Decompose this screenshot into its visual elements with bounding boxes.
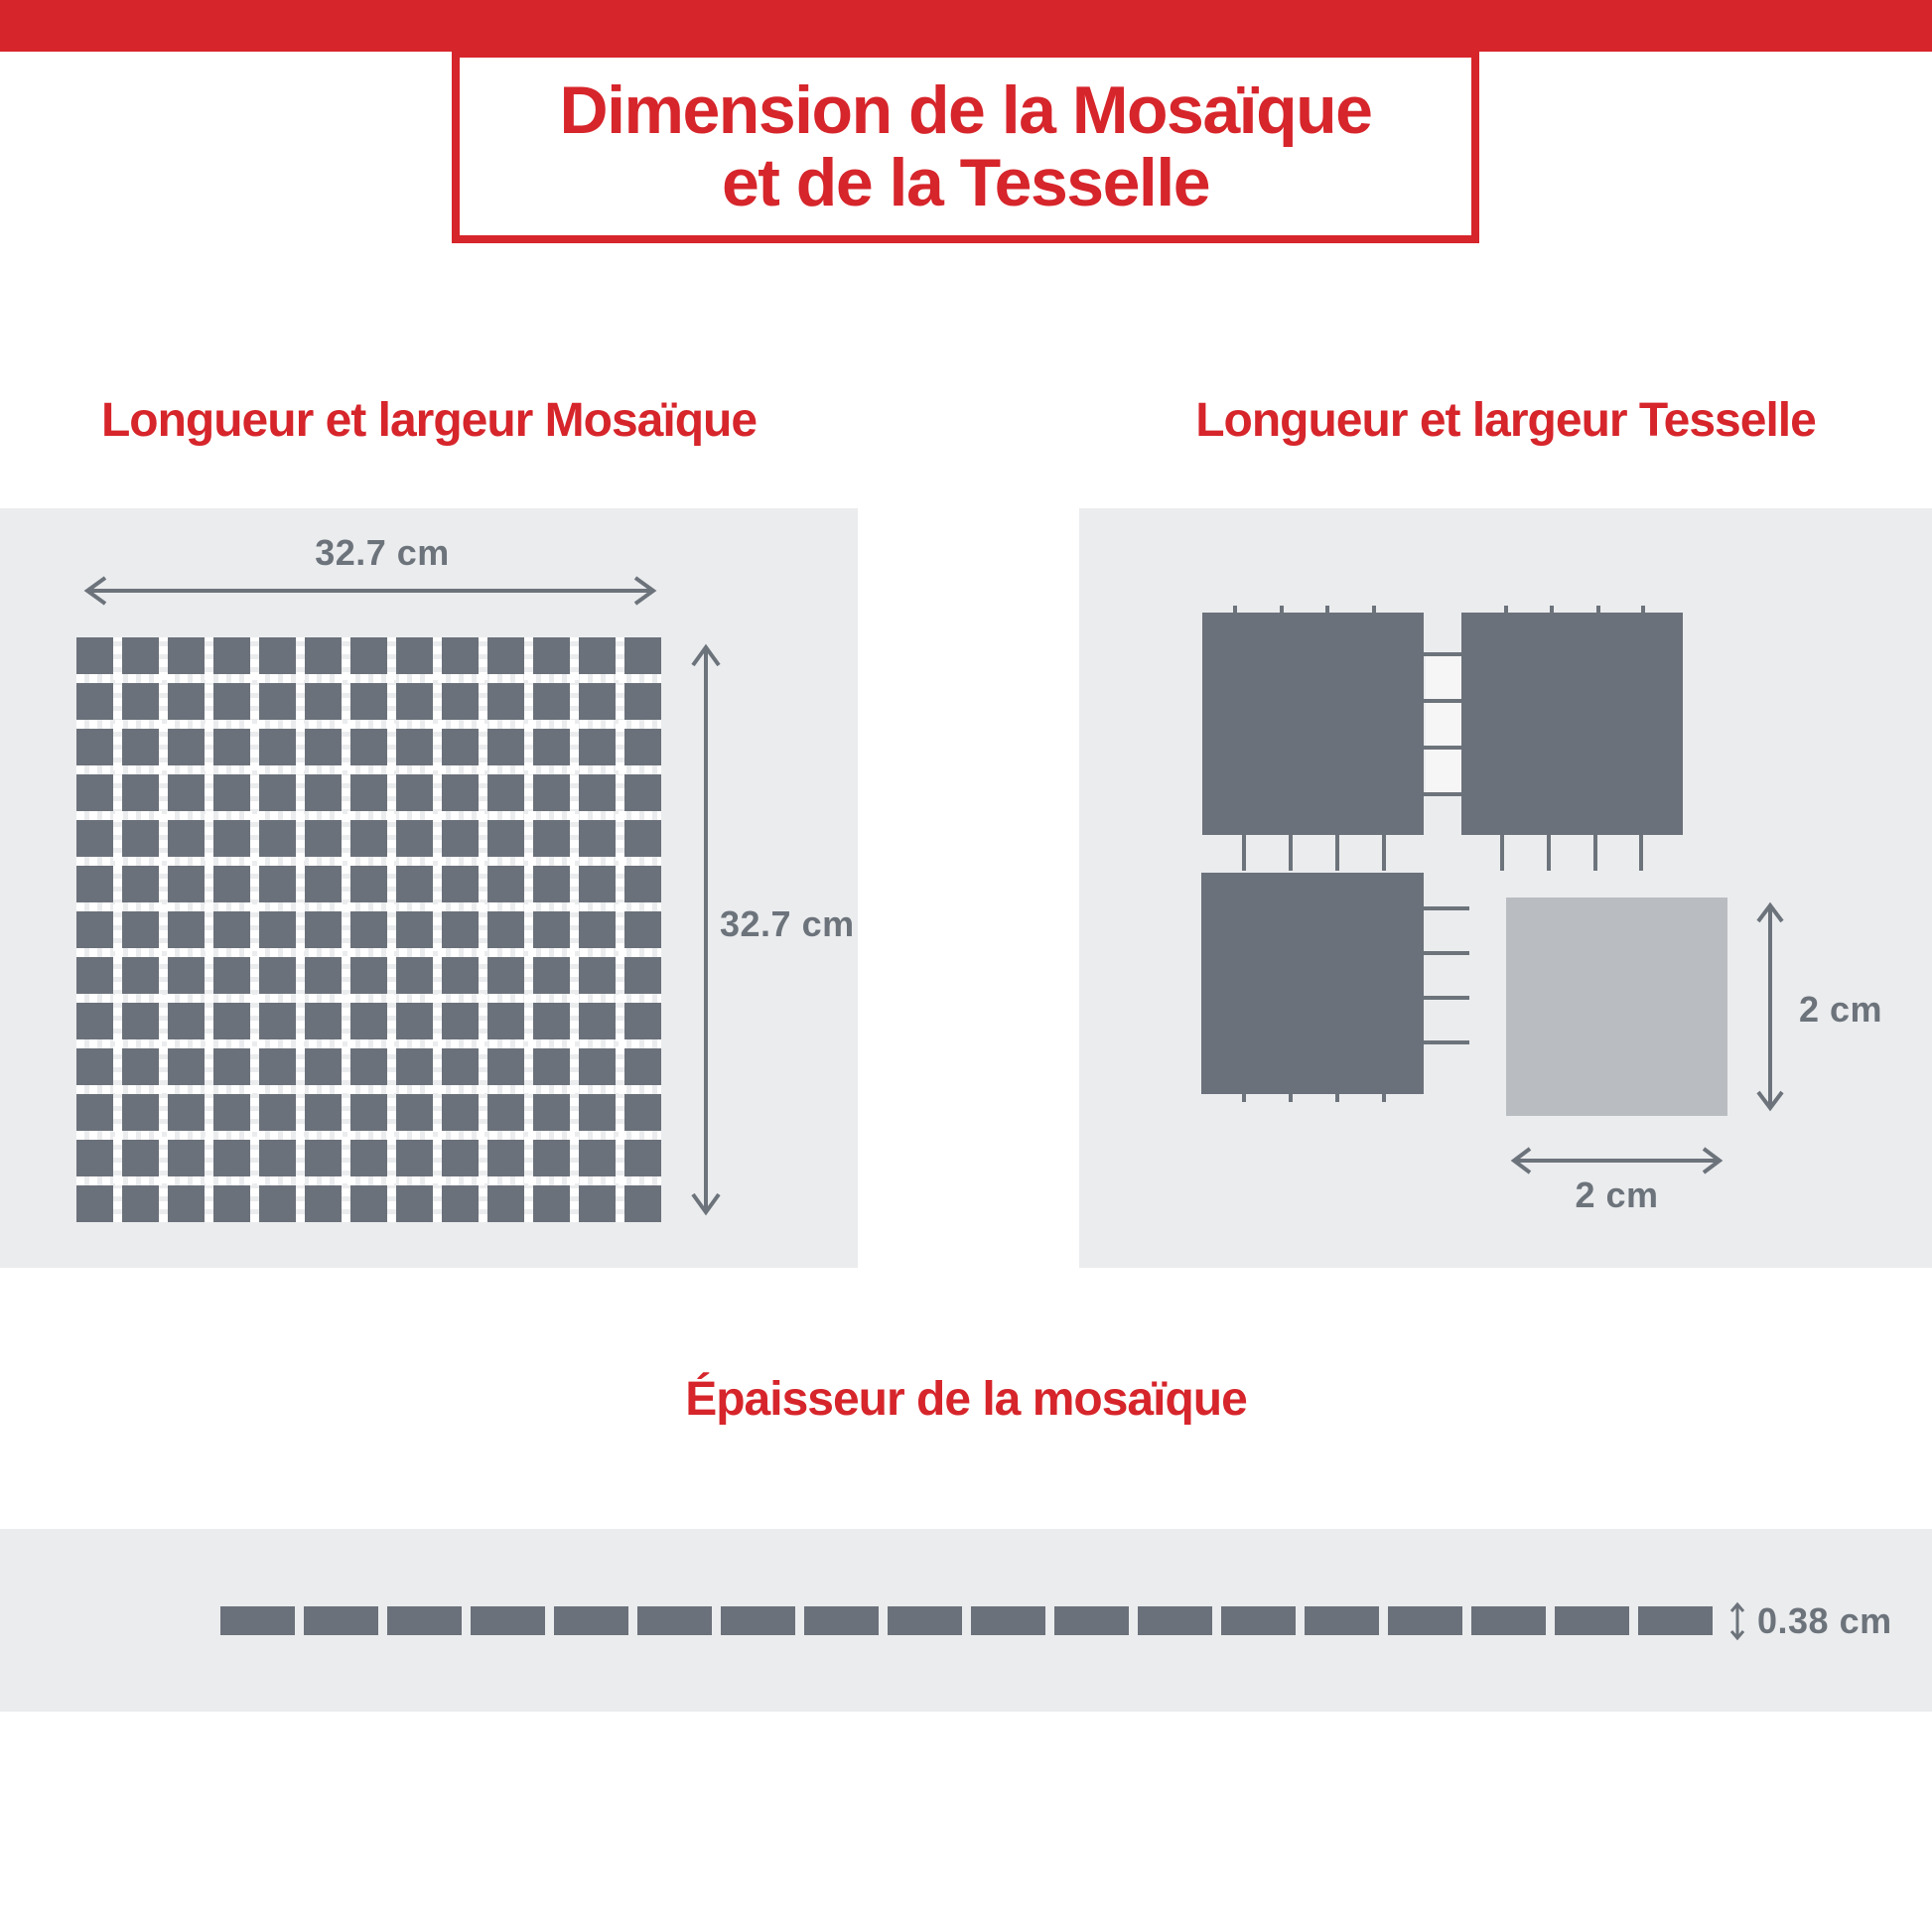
mosaic-tile [350, 911, 387, 948]
mosaic-tile [76, 911, 113, 948]
mosaic-tile [396, 911, 433, 948]
mosaic-tile [487, 1185, 524, 1222]
mosaic-tile [259, 1003, 296, 1039]
mosaic-tile [579, 820, 616, 857]
mosaic-tile [213, 911, 250, 948]
tessera-light-square [1506, 897, 1727, 1116]
mosaic-tile [122, 911, 159, 948]
mosaic-tile [122, 1094, 159, 1131]
mosaic-tile [76, 637, 113, 674]
mosaic-tile [122, 729, 159, 765]
mosaic-tile [168, 1094, 205, 1131]
mosaic-sheet [76, 637, 661, 1222]
mosaic-tile [305, 820, 342, 857]
mosaic-tile [442, 1140, 479, 1176]
mosaic-tile [350, 1140, 387, 1176]
mosaic-tile [305, 1140, 342, 1176]
mosaic-tile [76, 774, 113, 811]
mosaic-tile [533, 1048, 570, 1085]
mosaic-tile [624, 866, 661, 902]
mosaic-tile [168, 957, 205, 994]
mosaic-tile [396, 1094, 433, 1131]
mesh-tick [1289, 835, 1293, 871]
mosaic-tile [624, 1185, 661, 1222]
mesh-tick [1424, 652, 1461, 656]
mosaic-tile [122, 1003, 159, 1039]
mosaic-tile [624, 774, 661, 811]
horizontal-dimension-arrow-icon [1506, 1143, 1727, 1178]
mosaic-tile [487, 1048, 524, 1085]
mosaic-tile [533, 1094, 570, 1131]
mesh-tick [1641, 606, 1645, 614]
mosaic-tile [442, 774, 479, 811]
mosaic-tile [213, 683, 250, 720]
mosaic-tile [487, 637, 524, 674]
mosaic-tile [350, 774, 387, 811]
mesh-tick [1424, 996, 1469, 1000]
mosaic-tile [396, 1048, 433, 1085]
mosaic-tile [305, 729, 342, 765]
mesh-tick [1550, 606, 1554, 614]
mosaic-tile [579, 1048, 616, 1085]
mosaic-tile [122, 957, 159, 994]
mosaic-tile [350, 729, 387, 765]
mosaic-tile [487, 774, 524, 811]
mosaic-tile [624, 911, 661, 948]
mosaic-tile [305, 1094, 342, 1131]
mosaic-side-tile [220, 1606, 295, 1635]
mosaic-tile [533, 729, 570, 765]
mesh-tick [1639, 835, 1643, 871]
mosaic-tile [533, 683, 570, 720]
mosaic-side-tile [804, 1606, 879, 1635]
tessera-dark-square [1202, 613, 1424, 835]
mosaic-tile [168, 820, 205, 857]
mosaic-tile [487, 1094, 524, 1131]
mosaic-side-tile [304, 1606, 378, 1635]
mosaic-tile [579, 683, 616, 720]
mosaic-tile [624, 1140, 661, 1176]
vertical-dimension-arrow-icon [1752, 897, 1788, 1116]
mosaic-tile [122, 1185, 159, 1222]
mosaic-tile [305, 1048, 342, 1085]
mosaic-tile [487, 866, 524, 902]
mosaic-tile [350, 866, 387, 902]
mesh-tick [1424, 906, 1469, 910]
mosaic-tile [350, 957, 387, 994]
mosaic-tile [213, 1003, 250, 1039]
mosaic-tile [624, 729, 661, 765]
mosaic-tile [76, 1094, 113, 1131]
mosaic-tile [624, 1094, 661, 1131]
thickness-section-heading: Épaisseur de la mosaïque [685, 1373, 1247, 1426]
mosaic-tile [122, 683, 159, 720]
page-title-line1: Dimension de la Mosaïque [559, 71, 1372, 148]
mosaic-tile [305, 637, 342, 674]
tessera-dark-square [1201, 873, 1424, 1094]
mosaic-tile [259, 911, 296, 948]
mosaic-tile [442, 1048, 479, 1085]
mosaic-tile [122, 866, 159, 902]
mosaic-tile [305, 911, 342, 948]
mosaic-side-tile [1638, 1606, 1713, 1635]
mosaic-section-heading: Longueur et largeur Mosaïque [100, 394, 758, 447]
mosaic-tile [305, 866, 342, 902]
mosaic-tile [487, 911, 524, 948]
page-title-line2: et de la Tesselle [721, 144, 1210, 220]
mesh-tick [1424, 792, 1461, 796]
mosaic-tile [122, 1140, 159, 1176]
mosaic-tile [213, 1140, 250, 1176]
mesh-tick [1424, 746, 1461, 750]
mosaic-tile [487, 1003, 524, 1039]
mosaic-tile [350, 820, 387, 857]
mosaic-tile [579, 1094, 616, 1131]
mosaic-tile [305, 774, 342, 811]
mosaic-tile [442, 957, 479, 994]
mosaic-tile [624, 683, 661, 720]
mosaic-tile [579, 1185, 616, 1222]
mesh-tick [1547, 835, 1551, 871]
mosaic-tile [213, 774, 250, 811]
mosaic-tile [396, 1185, 433, 1222]
mosaic-side-tile [1471, 1606, 1546, 1635]
mosaic-tile [259, 957, 296, 994]
mosaic-side-view [220, 1606, 1713, 1635]
mosaic-tile [305, 957, 342, 994]
mosaic-tile [396, 637, 433, 674]
mosaic-tile [442, 1185, 479, 1222]
mosaic-tile [533, 866, 570, 902]
mesh-tick [1242, 835, 1246, 871]
mosaic-tile [122, 820, 159, 857]
mosaic-tile [624, 957, 661, 994]
mosaic-tile [213, 1185, 250, 1222]
vertical-dimension-arrow-icon [688, 637, 724, 1222]
mosaic-tile [213, 957, 250, 994]
updown-arrow-icon [1729, 1601, 1745, 1641]
mosaic-tile [305, 683, 342, 720]
mosaic-tile [76, 729, 113, 765]
mosaic-tile [396, 774, 433, 811]
mosaic-tile [579, 729, 616, 765]
mosaic-tile [442, 637, 479, 674]
mosaic-tile [442, 820, 479, 857]
title-box [452, 52, 1479, 243]
mosaic-tile [122, 1048, 159, 1085]
mosaic-tile [624, 1003, 661, 1039]
mosaic-tile [305, 1003, 342, 1039]
mosaic-tile [259, 637, 296, 674]
mesh-tick [1335, 835, 1339, 871]
tessera-height-label: 2 cm [1799, 989, 1883, 1030]
mosaic-tile [259, 1185, 296, 1222]
mosaic-tile [533, 774, 570, 811]
mosaic-tile [213, 866, 250, 902]
mosaic-tile [487, 683, 524, 720]
mosaic-tile [259, 774, 296, 811]
mesh-tick [1325, 606, 1329, 614]
mosaic-tile [259, 1048, 296, 1085]
mosaic-tile [396, 1140, 433, 1176]
mosaic-tile [168, 866, 205, 902]
mosaic-tile [442, 1094, 479, 1131]
mosaic-tile [259, 729, 296, 765]
mosaic-tile [579, 1003, 616, 1039]
mosaic-tile [168, 911, 205, 948]
mosaic-width-label: 32.7 cm [315, 532, 450, 573]
mosaic-tile [168, 683, 205, 720]
mosaic-tile [442, 911, 479, 948]
mosaic-tile [442, 1003, 479, 1039]
mosaic-tile [533, 1003, 570, 1039]
mosaic-side-tile [1138, 1606, 1212, 1635]
mosaic-side-tile [1054, 1606, 1129, 1635]
mosaic-tile [396, 1003, 433, 1039]
mosaic-tile [533, 820, 570, 857]
mosaic-side-tile [471, 1606, 545, 1635]
mosaic-height-label: 32.7 cm [720, 903, 855, 944]
mosaic-side-tile [721, 1606, 795, 1635]
mesh-tick [1593, 835, 1597, 871]
mosaic-tile [533, 911, 570, 948]
mosaic-tile [533, 1140, 570, 1176]
mosaic-tile [168, 1003, 205, 1039]
mosaic-tile [579, 774, 616, 811]
mosaic-tile [168, 1140, 205, 1176]
mosaic-tile [76, 683, 113, 720]
mosaic-tile [213, 637, 250, 674]
mosaic-tile [487, 957, 524, 994]
mosaic-tile [624, 637, 661, 674]
mosaic-side-tile [637, 1606, 712, 1635]
mosaic-tile [76, 1003, 113, 1039]
mesh-tick [1233, 606, 1237, 614]
mosaic-tile [350, 683, 387, 720]
mosaic-tile [533, 957, 570, 994]
mosaic-tile [350, 1094, 387, 1131]
mosaic-tile [168, 729, 205, 765]
mosaic-tile [533, 637, 570, 674]
mosaic-tile [442, 683, 479, 720]
mesh-gap-highlight [1426, 656, 1461, 792]
mosaic-side-tile [387, 1606, 462, 1635]
top-red-bar [0, 0, 1932, 52]
tessera-section-heading: Longueur et largeur Tesselle [1195, 394, 1816, 447]
mesh-tick [1424, 951, 1469, 955]
mosaic-tile [76, 866, 113, 902]
mosaic-tile [487, 820, 524, 857]
mesh-tick [1280, 606, 1284, 614]
mosaic-tile [396, 957, 433, 994]
mosaic-tile [487, 1140, 524, 1176]
mosaic-side-tile [888, 1606, 962, 1635]
mosaic-tile [396, 866, 433, 902]
mesh-tick [1500, 835, 1504, 871]
mosaic-tile [213, 1048, 250, 1085]
mesh-tick [1504, 606, 1508, 614]
mosaic-tile [442, 866, 479, 902]
mosaic-tile [579, 911, 616, 948]
mosaic-tile [122, 637, 159, 674]
mosaic-tile [579, 957, 616, 994]
mesh-tick [1382, 1094, 1386, 1102]
mosaic-tile [168, 1048, 205, 1085]
mosaic-tile [624, 1048, 661, 1085]
mosaic-tile [259, 866, 296, 902]
mosaic-tile [259, 820, 296, 857]
mosaic-tile [76, 1140, 113, 1176]
mosaic-tile [213, 820, 250, 857]
mosaic-tile [442, 729, 479, 765]
mosaic-grid [76, 637, 661, 1222]
mosaic-tile [533, 1185, 570, 1222]
mosaic-tile [76, 957, 113, 994]
mosaic-tile [76, 1048, 113, 1085]
tessera-width-label: 2 cm [1575, 1174, 1659, 1215]
mosaic-side-tile [1221, 1606, 1296, 1635]
mosaic-tile [213, 1094, 250, 1131]
mosaic-tile [259, 1140, 296, 1176]
mosaic-tile [168, 637, 205, 674]
tessera-dark-square [1461, 613, 1683, 835]
mesh-tick [1596, 606, 1600, 614]
mosaic-tile [350, 1003, 387, 1039]
mosaic-tile [76, 1185, 113, 1222]
mesh-tick [1424, 1040, 1469, 1044]
mosaic-tile [168, 774, 205, 811]
mosaic-tile [350, 1185, 387, 1222]
mosaic-tile [396, 729, 433, 765]
mosaic-tile [579, 637, 616, 674]
mosaic-tile [350, 1048, 387, 1085]
mosaic-tile [259, 1094, 296, 1131]
thickness-label: 0.38 cm [1757, 1600, 1892, 1641]
mosaic-tile [76, 820, 113, 857]
mesh-tick [1382, 835, 1386, 871]
mosaic-tile [259, 683, 296, 720]
mosaic-side-tile [554, 1606, 628, 1635]
mesh-tick [1424, 699, 1461, 703]
mosaic-tile [396, 683, 433, 720]
mosaic-tile [396, 820, 433, 857]
mosaic-side-tile [1555, 1606, 1629, 1635]
mosaic-tile [579, 1140, 616, 1176]
mosaic-side-tile [1388, 1606, 1462, 1635]
mosaic-tile [305, 1185, 342, 1222]
mosaic-side-tile [971, 1606, 1045, 1635]
mosaic-tile [168, 1185, 205, 1222]
mosaic-tile [213, 729, 250, 765]
mesh-tick [1372, 606, 1376, 614]
mesh-tick [1335, 1094, 1339, 1102]
mosaic-tile [487, 729, 524, 765]
horizontal-dimension-arrow-icon [77, 573, 663, 609]
mosaic-tile [122, 774, 159, 811]
mosaic-side-tile [1305, 1606, 1379, 1635]
mesh-tick [1242, 1094, 1246, 1102]
mosaic-tile [579, 866, 616, 902]
mosaic-tile [624, 820, 661, 857]
mosaic-tile [350, 637, 387, 674]
mesh-tick [1289, 1094, 1293, 1102]
